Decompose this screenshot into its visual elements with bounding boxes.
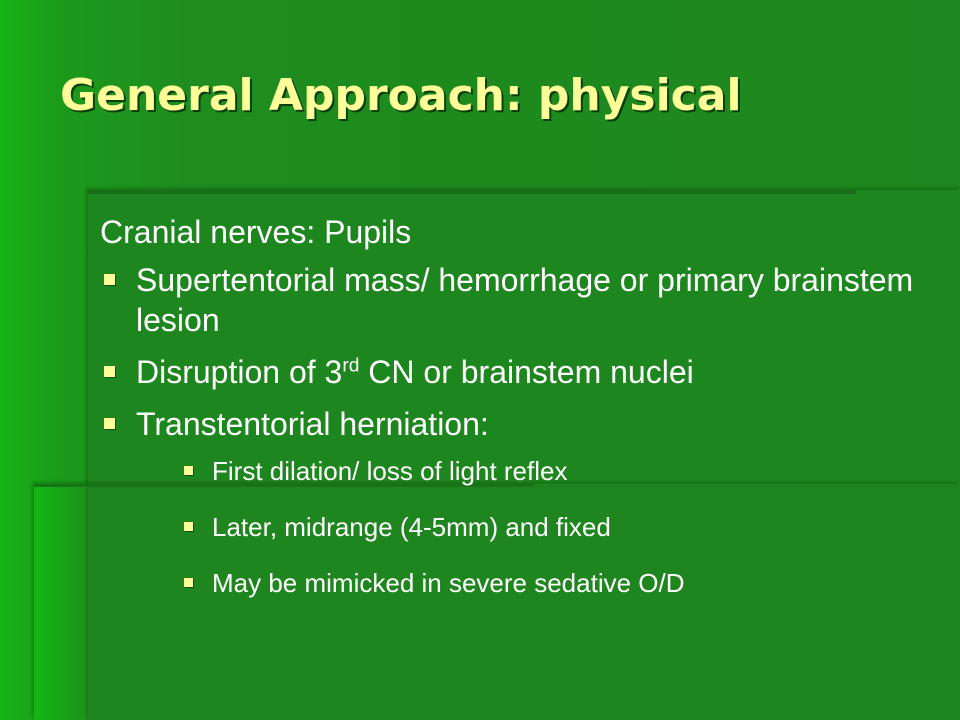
bullet-text: Disruption of 3 <box>136 354 343 390</box>
bullet-list <box>100 260 940 600</box>
sub-bullet-text: May be mimicked in severe sedative O/D <box>212 568 685 598</box>
sub-bullet-item <box>176 510 940 544</box>
sub-bullet-list <box>136 454 940 600</box>
bullet-item <box>100 404 940 600</box>
bullet-text: Transtentorial herniation: <box>136 406 489 442</box>
bullet-item <box>100 352 940 392</box>
decorative-rule-upper <box>88 190 856 194</box>
square-bullet-icon <box>184 466 193 475</box>
square-bullet-icon <box>184 522 193 531</box>
slide-title: General Approach: physical <box>60 70 742 121</box>
bullet-text-continued: CN or brainstem nuclei <box>359 354 694 390</box>
bullet-text: Supertentorial mass/ hemorrhage or primary brainstem lesion <box>136 262 914 338</box>
sub-bullet-text: Later, midrange (4-5mm) and fixed <box>212 512 611 542</box>
ordinal-superscript: rd <box>342 355 360 377</box>
square-bullet-icon <box>184 578 193 587</box>
square-bullet-icon <box>104 366 115 377</box>
square-bullet-icon <box>104 418 115 429</box>
sub-bullet-item <box>176 566 940 600</box>
square-bullet-icon <box>104 274 115 285</box>
section-heading: Cranial nerves: Pupils <box>100 214 412 250</box>
bullet-item <box>100 260 940 340</box>
sub-bullet-item <box>176 454 940 488</box>
sub-bullet-text: First dilation/ loss of light reflex <box>212 456 568 486</box>
slide-body <box>100 210 940 622</box>
